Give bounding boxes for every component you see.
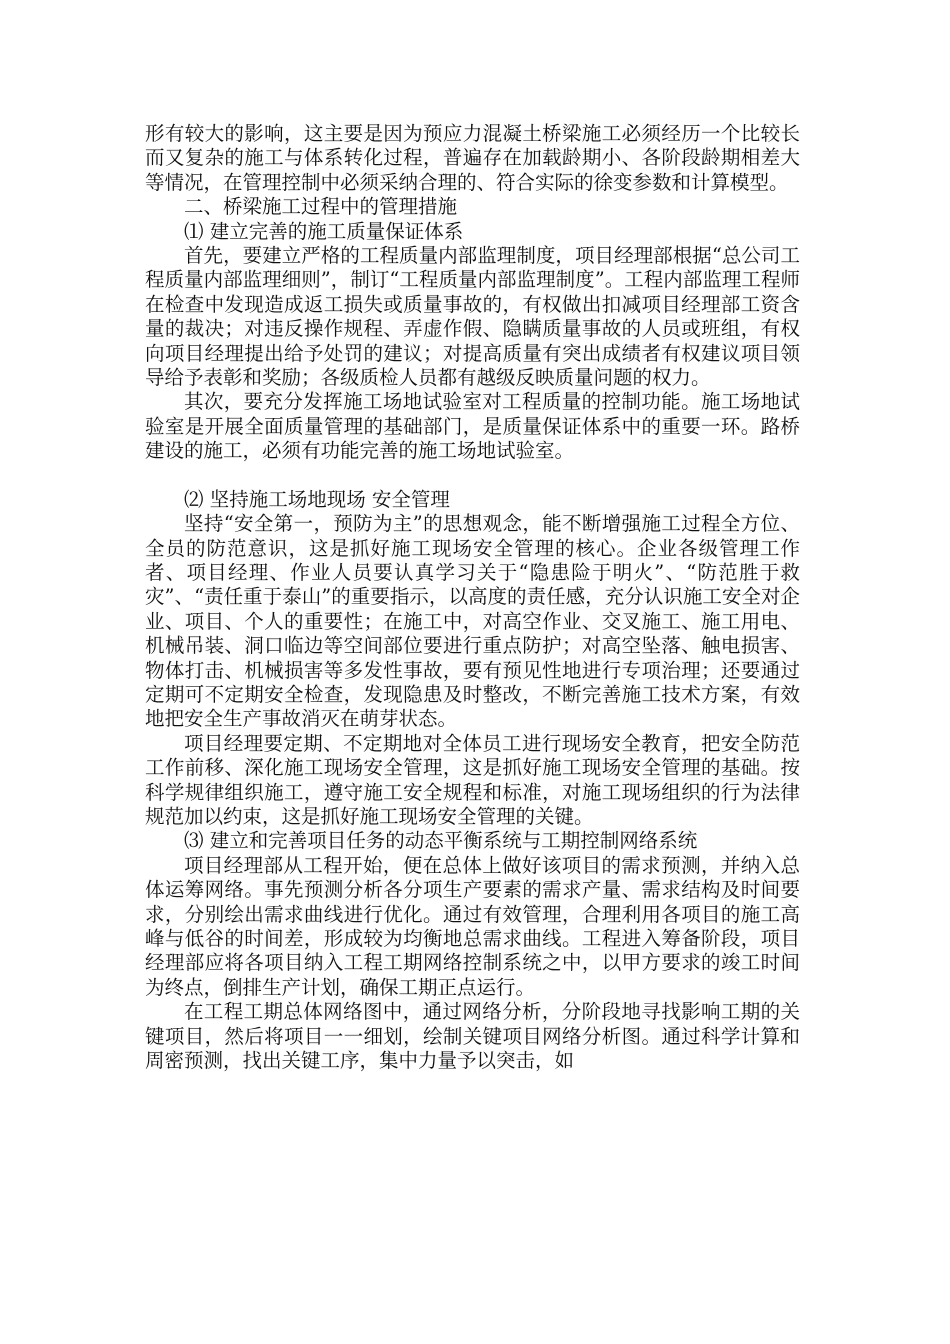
paragraph-safety-education: 项目经理要定期、不定期地对全体员工进行现场安全教育，把安全防范工作前移、深化施工现场安全管理，这是抓好施工现场安全管理的基础。按科学规律组织施工，遵守施工安全规程和标准，对施工现场组织的行为法律规范加以约束，这是抓好施工现场安全管理的关键。 — [145, 731, 800, 828]
paragraph-continuation: 形有较大的影响，这主要是因为预应力混凝土桥梁施工必须经历一个比较长而又复杂的施工与体系转化过程，普遍存在加载龄期小、各阶段龄期相差大等情况，在管理控制中必须采纳合理的、符合实际的徐变参数和计算模型。 — [145, 122, 800, 194]
section-heading: 二、桥梁施工过程中的管理措施 — [184, 195, 458, 219]
subsection-heading-1: ⑴ 建立完善的施工质量保证体系 — [184, 219, 464, 243]
paragraph-safety-first: 坚持“安全第一，预防为主”的思想观念，能不断增强施工过程全方位、全员的防范意识，这是抓好施工现场安全管理的核心。企业各级管理工作者、项目经理、作业人员要认真学习关于“隐患险于明火”、“防范胜于救灾”、“责任重于泰山”的重要指示，以高度的责任感，充分认识施工安全对企业、项目、个人的重要性；在施工中，对高空作业、交叉施工、施工用电、机械吊装、洞口临边等空间部位要进行重点防护；对高空坠落、触电损害、物体打击、机械损害等多发性事故，要有预见性地进行专项治理；还要通过定期可不定期安全检查，发现隐患及时整改，不断完善施工技术方案，有效地把安全生产事故消灭在萌芽状态。 — [145, 512, 800, 731]
blank-line — [145, 464, 800, 488]
subsection-heading-2: ⑵ 坚持施工场地现场 安全管理 — [184, 487, 450, 511]
paragraph-quality-supervision: 首先，要建立严格的工程质量内部监理制度，项目经理部根据“总公司工程质量内部监理细则”，制订“工程质量内部监理制度”。工程内部监理工程师在检查中发现造成返工损失或质量事故的，有权做出扣减项目经理部工资含量的裁决；对违反操作规程、弄虚作假、隐瞒质量事故的人员或班组，有权向项目经理提出给予处罚的建议；对提高质量有突出成绩者有权建议项目领导给予表彰和奖励；各级质检人员都有越级反映质量问题的权力。 — [145, 244, 800, 390]
paragraph-test-lab: 其次，要充分发挥施工场地试验室对工程质量的控制功能。施工场地试验室是开展全面质量管理的基础部门，是质量保证体系中的重要一环。路桥建设的施工，必须有功能完善的施工场地试验室。 — [145, 390, 800, 463]
paragraph-network-analysis: 在工程工期总体网络图中，通过网络分析，分阶段地寻找影响工期的关键项目，然后将项目一一细划，绘制关键项目网络分析图。通过科学计算和周密预测，找出关键工序，集中力量予以突击，如 — [145, 1000, 800, 1073]
subsection-heading-3: ⑶ 建立和完善项目任务的动态平衡系统与工期控制网络系统 — [184, 829, 698, 853]
document-page — [145, 122, 800, 1073]
paragraph-demand-forecast: 项目经理部从工程开始，便在总体上做好该项目的需求预测，并纳入总体运筹网络。事先预测分析各分项生产要素的需求产量、需求结构及时间要求，分别绘出需求曲线进行优化。通过有效管理，合理利用各项目的施工高峰与低谷的时间差，形成较为均衡地总需求曲线。工程进入筹备阶段，项目经理部应将各项目纳入工程工期网络控制系统之中，以甲方要求的竣工时间为终点，倒排生产计划，确保工期正点运行。 — [145, 853, 800, 999]
